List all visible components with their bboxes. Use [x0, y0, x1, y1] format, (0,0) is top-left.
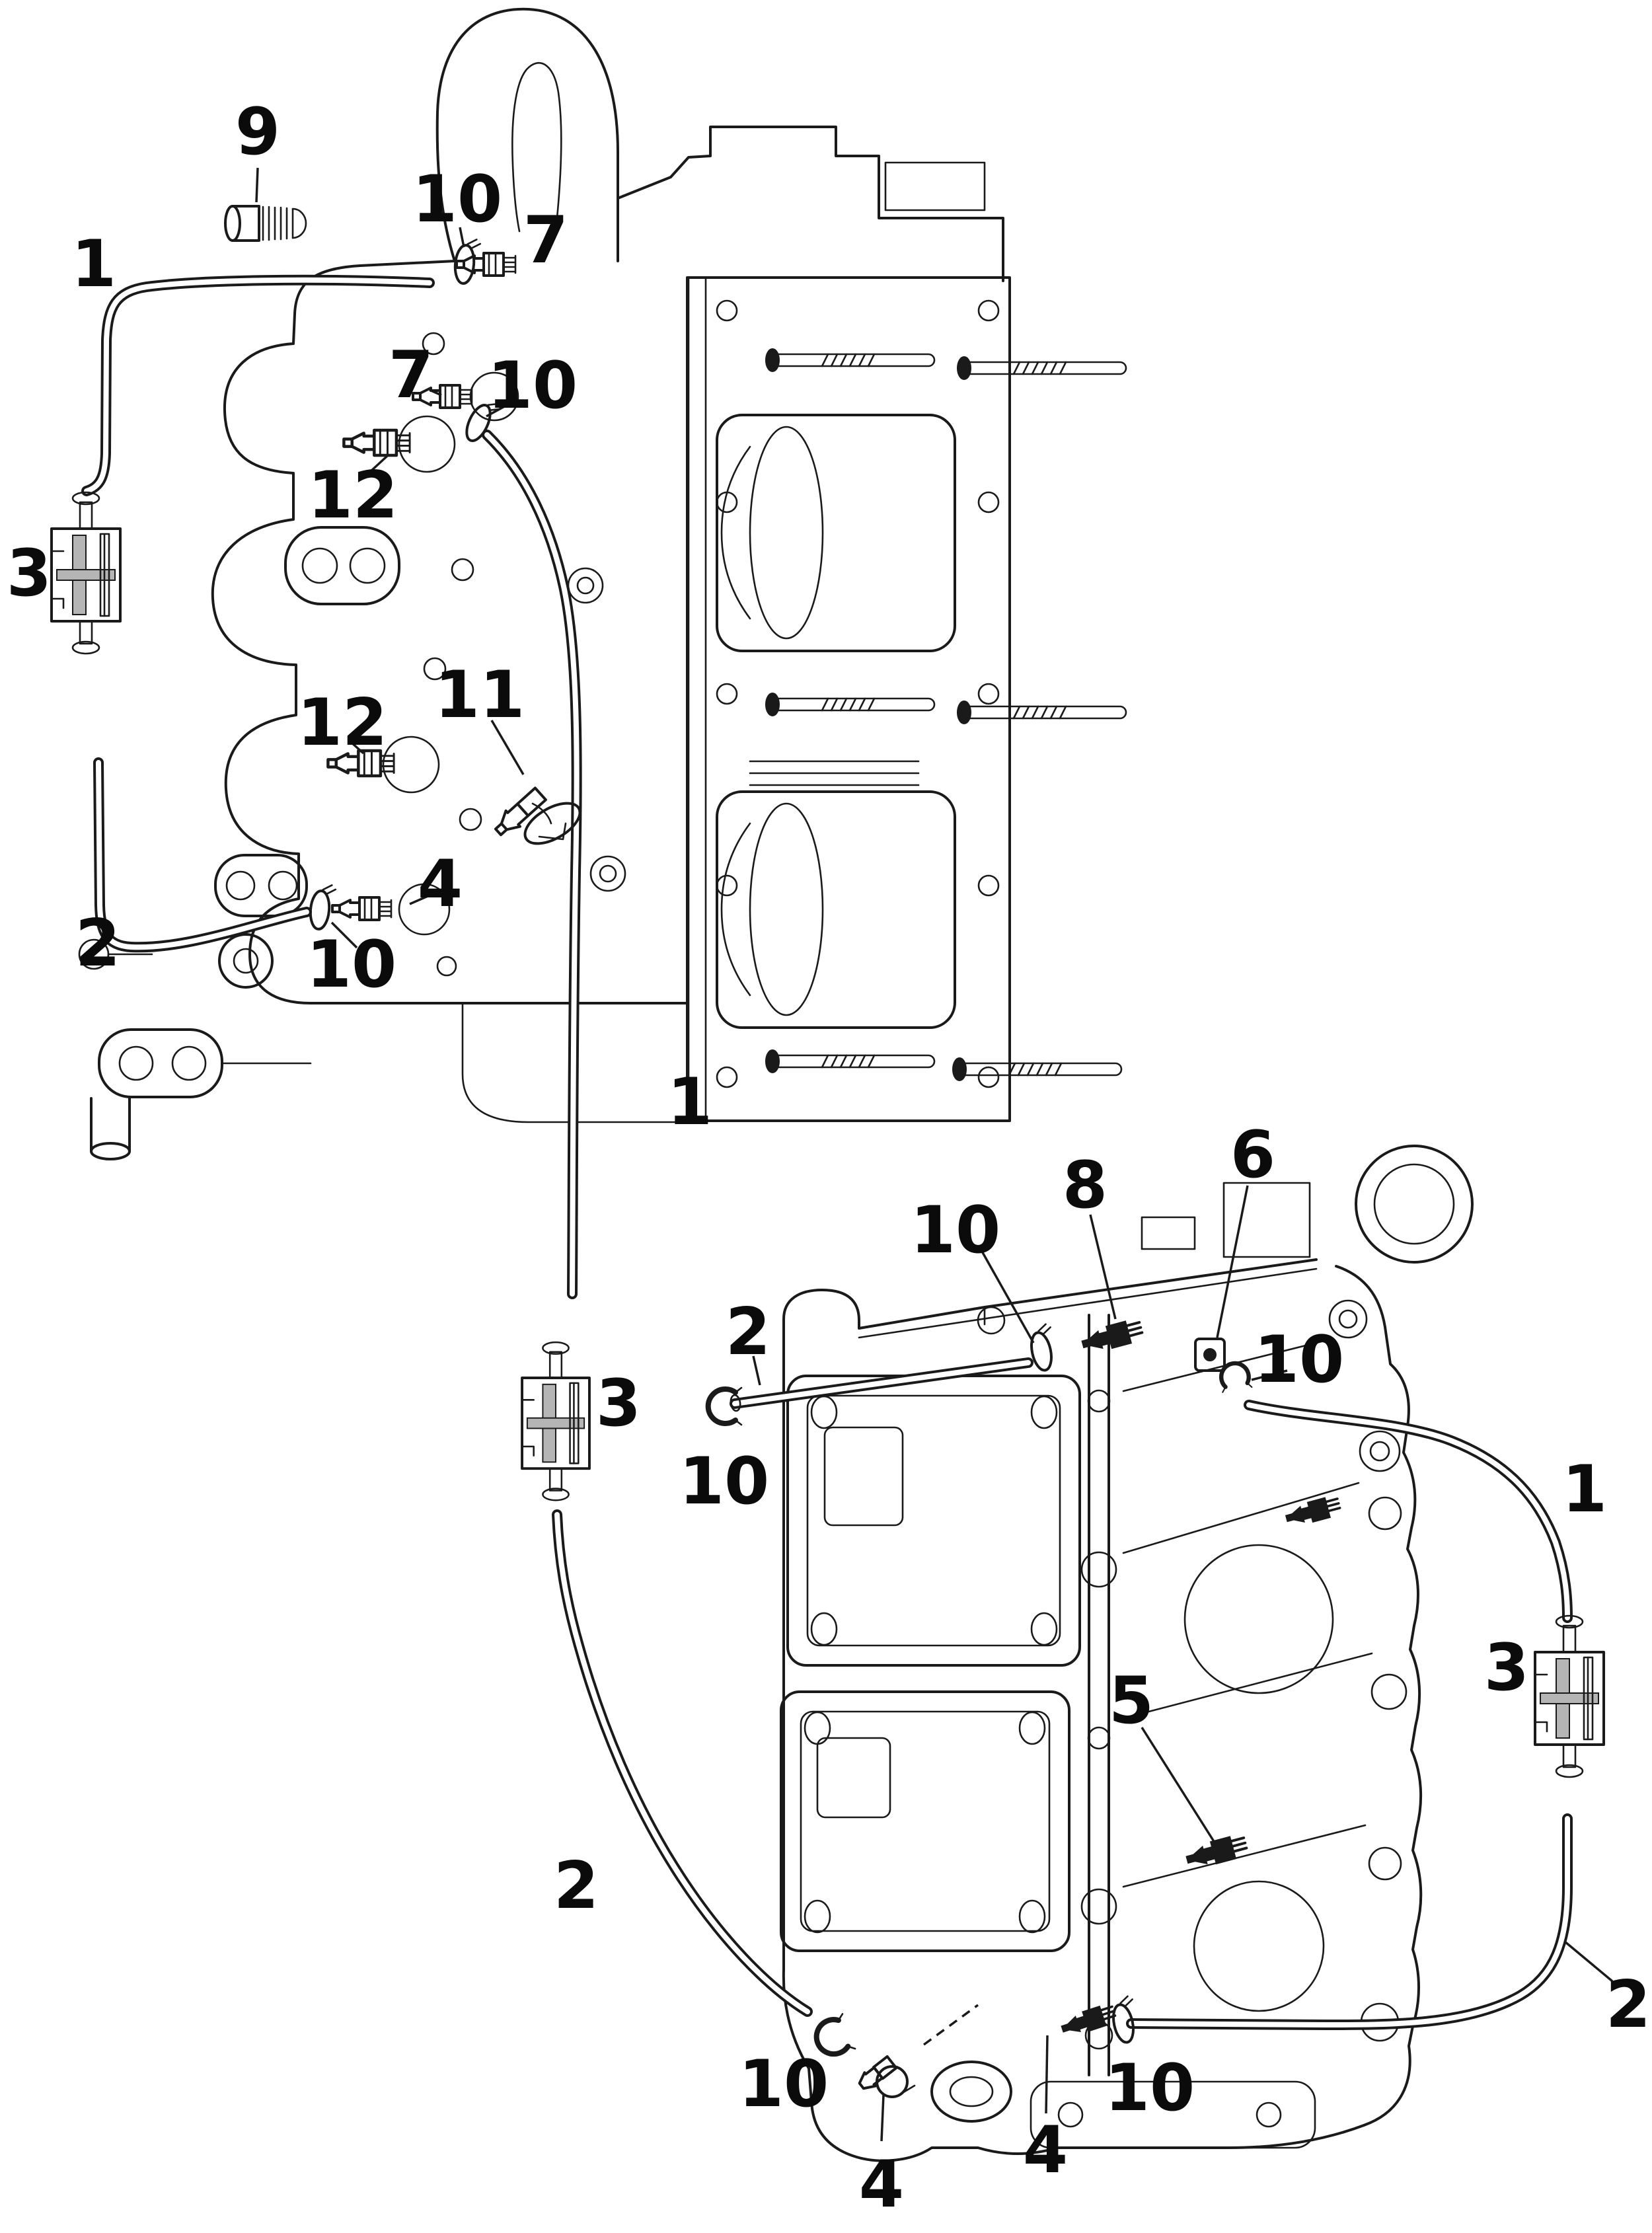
barb-fitting-4-a — [332, 897, 391, 920]
callout-11-8: 11 — [434, 658, 525, 733]
top-engine-block — [79, 9, 1126, 1159]
hose-2-bottom-right — [1131, 1819, 1567, 2025]
callout-10-20: 10 — [679, 1444, 770, 1519]
callout-10-12: 10 — [306, 927, 397, 1003]
callout-3-22: 3 — [1483, 1630, 1530, 1706]
hose-2-bottom-left — [557, 1515, 807, 2012]
line-connector-3-top — [52, 492, 120, 654]
callout-2-11: 2 — [75, 906, 121, 981]
reed-plate-lower — [781, 1692, 1069, 1951]
cylinder-studs — [766, 349, 1126, 1080]
callout-10-27: 10 — [1104, 2051, 1195, 2126]
callout-10-16: 10 — [910, 1193, 1001, 1268]
callout-4-10: 4 — [417, 847, 463, 922]
callout-3-19: 3 — [595, 1366, 642, 1441]
callout-2-25: 2 — [1605, 1967, 1651, 2043]
callout-5-23: 5 — [1108, 1663, 1154, 1739]
callout-3-7: 3 — [6, 536, 52, 611]
reed-plate-upper — [788, 1376, 1080, 1665]
barb-fitting-7-a — [457, 253, 515, 276]
elbow-fitting-4-b — [856, 2055, 915, 2097]
leader-line-9 — [1090, 1215, 1115, 1319]
leader-line-0 — [256, 168, 258, 202]
callout-12-6: 12 — [307, 458, 398, 533]
callout-4-29: 4 — [1022, 2113, 1069, 2188]
callout-4-28: 4 — [858, 2147, 905, 2222]
callout-7-4: 7 — [388, 338, 434, 413]
callout-12-9: 12 — [297, 685, 388, 761]
barb-fitting-5 — [1184, 1833, 1248, 1870]
callout-1-21: 1 — [1561, 1452, 1608, 1527]
leader-line-18 — [924, 2005, 978, 2045]
leader-line-10 — [1217, 1186, 1248, 1338]
callout-7-2: 7 — [523, 203, 569, 278]
callout-1-13: 1 — [667, 1065, 713, 1140]
leader-line-14 — [1142, 1727, 1215, 1842]
mount-ears — [79, 527, 399, 1159]
callout-2-17: 2 — [725, 1295, 771, 1370]
cylinder-bores — [717, 415, 955, 1028]
line-connector-3-middle — [522, 1342, 589, 1500]
callout-2-24: 2 — [553, 1848, 599, 1924]
callout-10-18: 10 — [1254, 1322, 1345, 1398]
callout-1-3: 1 — [71, 227, 117, 302]
callout-8-14: 8 — [1062, 1148, 1108, 1223]
callout-10-26: 10 — [738, 2047, 829, 2122]
plug-6 — [1195, 1339, 1224, 1371]
leader-line-17 — [1046, 2035, 1047, 2113]
leader-line-16 — [882, 2095, 883, 2141]
threaded-plug-9 — [225, 206, 306, 241]
bottom-block-right-edge — [1336, 1266, 1421, 2125]
callout-10-5: 10 — [487, 348, 578, 424]
callout-9-0: 9 — [235, 95, 281, 170]
callout-10-1: 10 — [412, 162, 503, 237]
leader-lines — [256, 168, 1612, 2141]
bottom-hose-assembly — [522, 1318, 1604, 2097]
callout-6-15: 6 — [1230, 1117, 1276, 1193]
line-connector-3-right — [1535, 1616, 1604, 1777]
hose-1-diagonal — [487, 435, 577, 1294]
barb-fitting-mid — [1284, 1495, 1341, 1529]
